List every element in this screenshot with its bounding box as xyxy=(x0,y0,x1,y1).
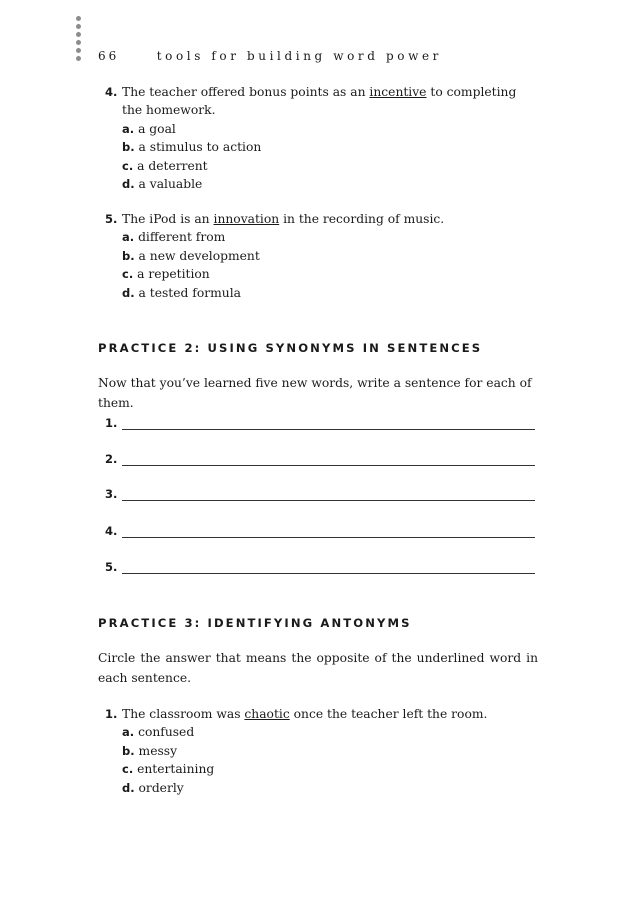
practice-3-title: PRACTICE 3: IDENTIFYING ANTONYMS xyxy=(98,616,412,630)
answer-line-5[interactable]: 5. xyxy=(105,560,535,576)
option-c[interactable]: c. a repetition xyxy=(122,267,210,282)
practice-3-instruction: Circle the answer that means the opposite of the underlined word in each sentence. xyxy=(98,651,538,685)
option-d[interactable]: d. a tested formula xyxy=(122,285,241,300)
answer-line-1[interactable]: 1. xyxy=(105,416,535,432)
answer-line-2[interactable]: 2. xyxy=(105,452,535,468)
running-title: tools for building word power xyxy=(156,49,442,63)
answer-line-4[interactable]: 4. xyxy=(105,524,535,540)
option-d[interactable]: d. a valuable xyxy=(122,177,203,192)
option-a[interactable]: a. different from xyxy=(122,230,226,245)
margin-dots xyxy=(76,16,82,64)
practice-2-instruction: Now that you’ve learned five new words, write a sentence for each of them. xyxy=(98,376,532,410)
question-5 xyxy=(105,210,535,302)
option-a[interactable]: a. confused xyxy=(122,725,195,740)
answer-line-3[interactable]: 3. xyxy=(105,487,535,503)
question-stem: The classroom was chaotic once the teacher left the room. xyxy=(122,707,488,721)
option-c[interactable]: c. entertaining xyxy=(122,762,215,777)
option-c[interactable]: c. a deterrent xyxy=(122,158,208,173)
option-a[interactable]: a. a goal xyxy=(122,121,176,136)
antonym-question-1 xyxy=(105,705,535,797)
question-number: 4. xyxy=(105,85,118,99)
question-4 xyxy=(105,83,535,193)
question-stem: The iPod is an innovation in the recording of music. xyxy=(122,212,445,226)
option-b[interactable]: b. a stimulus to action xyxy=(122,140,262,155)
underlined-word: innovation xyxy=(213,212,280,226)
question-number: 5. xyxy=(105,212,118,226)
practice-2-title: PRACTICE 2: USING SYNONYMS IN SENTENCES xyxy=(98,341,483,355)
option-d[interactable]: d. orderly xyxy=(122,780,184,795)
option-b[interactable]: b. a new development xyxy=(122,248,260,263)
option-b[interactable]: b. messy xyxy=(122,743,178,758)
underlined-word: chaotic xyxy=(244,707,290,721)
page-number: 66 xyxy=(98,49,120,63)
running-header xyxy=(98,49,442,63)
question-stem: The teacher offered bonus points as an incentive to completing the homework. xyxy=(122,85,517,118)
underlined-word: incentive xyxy=(369,85,427,99)
question-number: 1. xyxy=(105,707,118,721)
